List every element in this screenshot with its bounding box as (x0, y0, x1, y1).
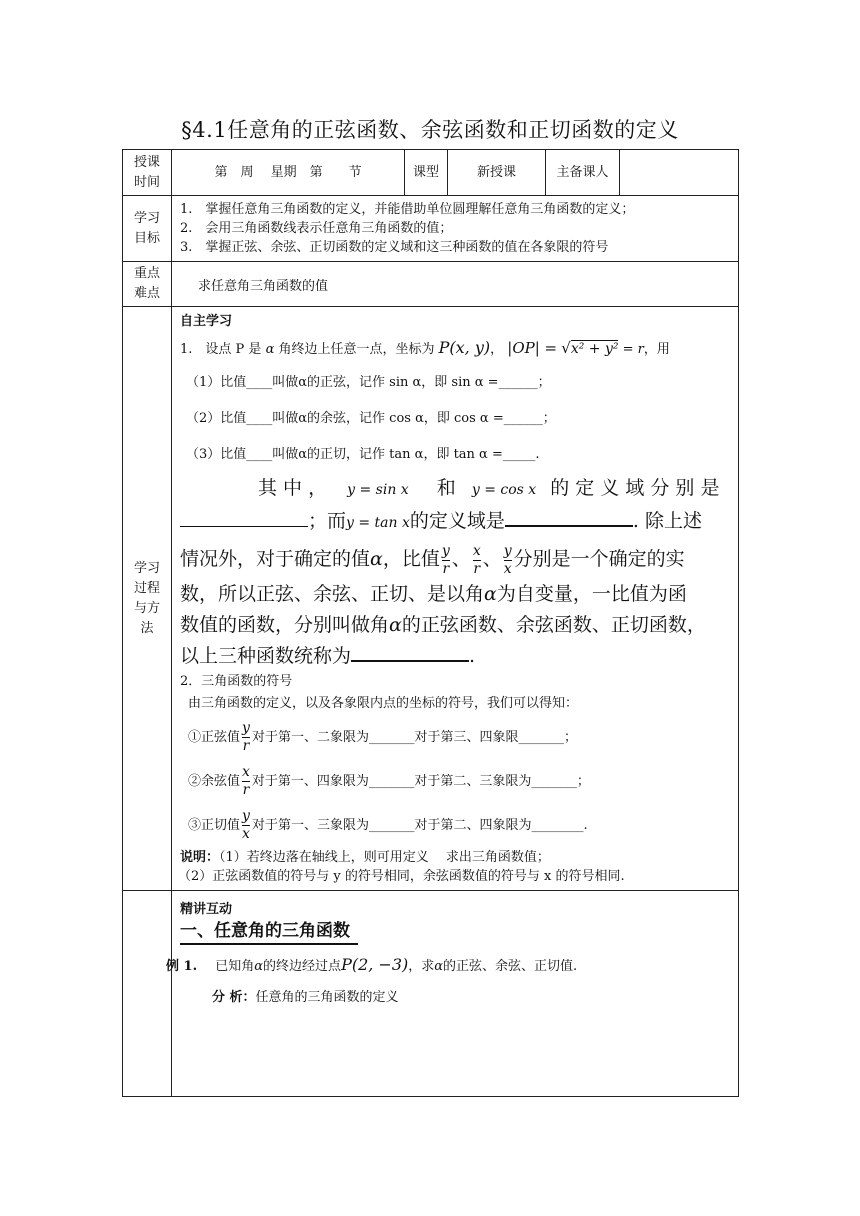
para-l4b: 为自变量，一比值为函 (496, 583, 687, 605)
para-l1b: 的 定 义 域 分 别 是 (550, 477, 720, 499)
fraction-x-r: $\frac{x}{r}$ (472, 542, 481, 577)
para-l3a: 情况外，对于确定的值 (180, 548, 371, 570)
key-row (123, 262, 739, 307)
label-process: 学习过程与方法 (123, 307, 172, 891)
process-row (123, 307, 739, 891)
blank-domain-1 (180, 512, 308, 527)
para-l2b: 的定义域是 (409, 510, 505, 532)
label-time: 授课时间 (123, 150, 172, 196)
alpha-symbol: α (265, 342, 275, 357)
section-heading: 一、任意角的三角函数 (180, 919, 358, 945)
sign-sin: ①正弦值 $\frac{y}{r}$ 对于第一、二象限为_______对于第三、四象限_______； (188, 720, 577, 754)
para-tan: y = tan x (346, 515, 410, 531)
label-teacher: 主备课人 (546, 150, 620, 196)
type-value: 新授课 (448, 150, 546, 196)
para-cos: y = cos x (471, 482, 537, 498)
note-label: 说明： (180, 850, 220, 865)
sign-cos: ②余弦值 $\frac{x}{r}$ 对于第一、四象限为_______对于第二、三象限为_______； (188, 764, 590, 798)
fraction-x-r: $\frac{x}{r}$ (242, 764, 250, 798)
example-label: 例 1. (166, 959, 198, 974)
process-content (172, 307, 739, 891)
para-l3b: ，比值 (382, 548, 440, 570)
fraction-y-x: $\frac{y}{x}$ (242, 808, 250, 842)
blank-collective-name (351, 646, 469, 662)
interaction-row (123, 891, 739, 1097)
analysis-text: 任意角的三角函数的定义 (255, 990, 399, 1005)
label-key: 重点难点 (123, 262, 172, 307)
interact-heading: 精讲互动 (180, 902, 233, 917)
page-title: §4.1任意角的正弦函数、余弦函数和正切函数的定义 (181, 118, 679, 142)
example-1: 例 1. 已知角α的终边经过点P(2, −3)，求α的正弦、余弦、正切值. (166, 955, 578, 974)
p1-coord: P(x, y) (438, 338, 491, 357)
fraction-y-r: $\frac{y}{r}$ (242, 720, 250, 754)
def-tan: （3）比值____叫做α的正切，记作 tan α，即 tan α =_____. (186, 447, 540, 462)
para-sin: y = sin x (347, 482, 409, 498)
blank-domain-2 (505, 511, 633, 527)
para-l3c: 分别是一个确定的实 (513, 548, 685, 570)
goal-item: 3. 掌握正弦、余弦、正切函数的定义域和这三种函数的值在各象限的符号 (180, 240, 609, 255)
goal-item: 2. 会用三角函数线表示任意角三角函数的值； (180, 221, 453, 236)
p1-mid: 角终边上任意一点，坐标为 (278, 342, 435, 357)
interaction-content (166, 891, 739, 1097)
interaction-label-cell (123, 891, 172, 1097)
p1-line: 1. 设点 P 是 α 角终边上任意一点，坐标为 P(x, y)， |OP| = √x² + y² = r，用 (180, 338, 670, 357)
sign-intro: 由三角函数的定义，以及各象限内点的坐标的符号，我们可以得知： (188, 696, 579, 711)
fraction-y-r: $\frac{y}{r}$ (441, 542, 450, 577)
key-text: 求任意角三角函数的值 (172, 262, 739, 307)
alpha-symbol: α (370, 548, 383, 570)
def-cos: （2）比值____叫做α的余弦，记作 cos α，即 cos α =______； (186, 411, 556, 426)
goals-list (172, 196, 739, 262)
p1-sqrt: x² + y² (570, 341, 619, 357)
analysis (172, 987, 738, 1009)
teacher-value (620, 150, 739, 196)
example-point: P(2, −3) (341, 955, 409, 974)
sqrt-symbol: √ (561, 339, 571, 357)
para-l5b: 的正弦函数、余弦函数、正切函数， (401, 614, 706, 636)
para-l5a: 数值的函数，分别叫做角 (180, 614, 390, 636)
fraction-y-x: $\frac{y}{x}$ (503, 542, 512, 577)
para-l4: 数，所以正弦、余弦、正切、是以角 (180, 583, 485, 605)
para-line2 (172, 506, 738, 539)
alpha-symbol: α (484, 583, 497, 605)
para-l1a: 其 中 ， (258, 477, 328, 499)
note-1-text: （1）若终边落在轴线上，则可用定义 求出三角函数值； (219, 850, 550, 865)
para-line6: 以上三种函数统称为 . (180, 645, 476, 667)
para-l2c: . 除上述 (632, 510, 702, 532)
para-line5 (172, 610, 738, 641)
week-cell: 第 周 星期 第 节 (172, 150, 405, 196)
para-line1 (172, 473, 738, 506)
para-and: 和 (436, 477, 456, 499)
sign-tan: ③正切值 $\frac{y}{x}$ 对于第一、三象限为_______对于第二、四象限为________. (188, 808, 588, 842)
p1-op: |OP| = (507, 339, 558, 357)
p1-r: = r (622, 342, 644, 357)
self-study-heading: 自主学习 (180, 314, 233, 329)
label-goals: 学习目标 (123, 196, 172, 262)
alpha-symbol: α (389, 614, 402, 636)
goals-row (123, 196, 739, 262)
para-line3: 情况外，对于确定的值α，比值 $\frac{y}{r}$ 、 $\frac{x}{r}$ 、 $\frac{y}{x}$ 分别是一个确定的实 (180, 542, 685, 577)
def-sin: （1）比值____叫做α的正弦，记作 sin α，即 sin α =______； (186, 375, 551, 390)
p1-end: ，用 (643, 342, 670, 357)
analysis-label: 分 析： (212, 990, 256, 1005)
p1-prefix: 1. 设点 P 是 (180, 342, 262, 357)
sign-title: 2．三角函数的符号 (180, 674, 293, 689)
section-heading-wrap (172, 919, 738, 945)
note-1 (172, 848, 738, 867)
label-type: 课型 (405, 150, 448, 196)
para-l2a: ；而 (308, 510, 347, 532)
header-row (123, 150, 739, 196)
note-2: （2）正弦函数值的符号与 y 的符号相同，余弦函数值的符号与 x 的符号相同. (178, 869, 625, 884)
lesson-table (122, 149, 739, 1097)
para-l6: 以上三种函数统称为 (180, 645, 352, 667)
goal-item: 1. 掌握任意角三角函数的定义，并能借助单位圆理解任意角三角函数的定义； (180, 202, 635, 217)
para-line4 (172, 579, 738, 610)
